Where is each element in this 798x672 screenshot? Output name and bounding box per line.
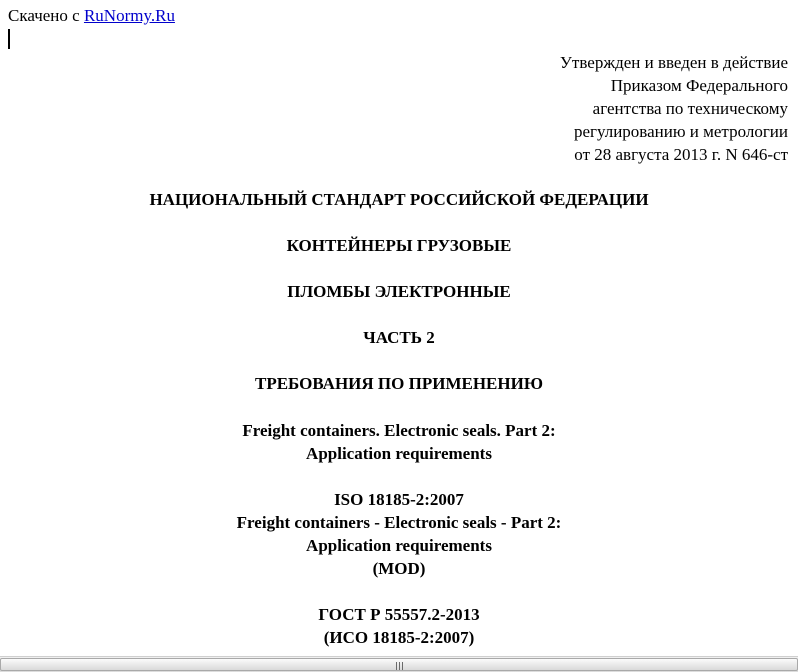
- iso-number: ISO 18185-2:2007: [334, 490, 464, 509]
- approval-line: Утвержден и введен в действие: [559, 53, 788, 72]
- source-prefix: Скачено с: [8, 6, 80, 25]
- source-line: [8, 6, 175, 26]
- approval-line: агентства по техническому: [592, 99, 788, 118]
- approval-block: [560, 51, 788, 166]
- scrollbar-thumb[interactable]: [0, 658, 798, 671]
- grip-lines-icon: [394, 662, 406, 670]
- title-seals: ПЛОМБЫ ЭЛЕКТРОННЫЕ: [287, 282, 511, 301]
- approval-line: Приказом Федерального: [610, 76, 788, 95]
- title-requirements: ТРЕБОВАНИЯ ПО ПРИМЕНЕНИЮ: [255, 374, 543, 393]
- text-cursor: [8, 29, 10, 49]
- iso-title-line-1: Freight containers - Electronic seals - Part 2:: [236, 513, 562, 532]
- title-part: ЧАСТЬ 2: [363, 328, 435, 347]
- approval-line: от 28 августа 2013 г. N 646-ст: [574, 145, 788, 164]
- horizontal-scrollbar[interactable]: [0, 656, 798, 672]
- english-title-line-1: Freight containers. Electronic seals. Part 2:: [242, 421, 556, 440]
- english-title-line-2: Application requirements: [306, 444, 492, 463]
- iso-ru-number: (ИСО 18185-2:2007): [323, 628, 475, 647]
- approval-line: регулированию и метрологии: [573, 122, 788, 141]
- gost-number: ГОСТ Р 55557.2-2013: [318, 605, 480, 624]
- iso-title-line-2: Application requirements: [306, 536, 492, 555]
- title-containers: КОНТЕЙНЕРЫ ГРУЗОВЫЕ: [286, 236, 512, 255]
- runormy-link[interactable]: RuNormy.Ru: [83, 6, 175, 25]
- modification-label: (MOD): [372, 559, 426, 578]
- standard-type-heading: НАЦИОНАЛЬНЫЙ СТАНДАРТ РОССИЙСКОЙ ФЕДЕРАЦИИ: [149, 190, 649, 209]
